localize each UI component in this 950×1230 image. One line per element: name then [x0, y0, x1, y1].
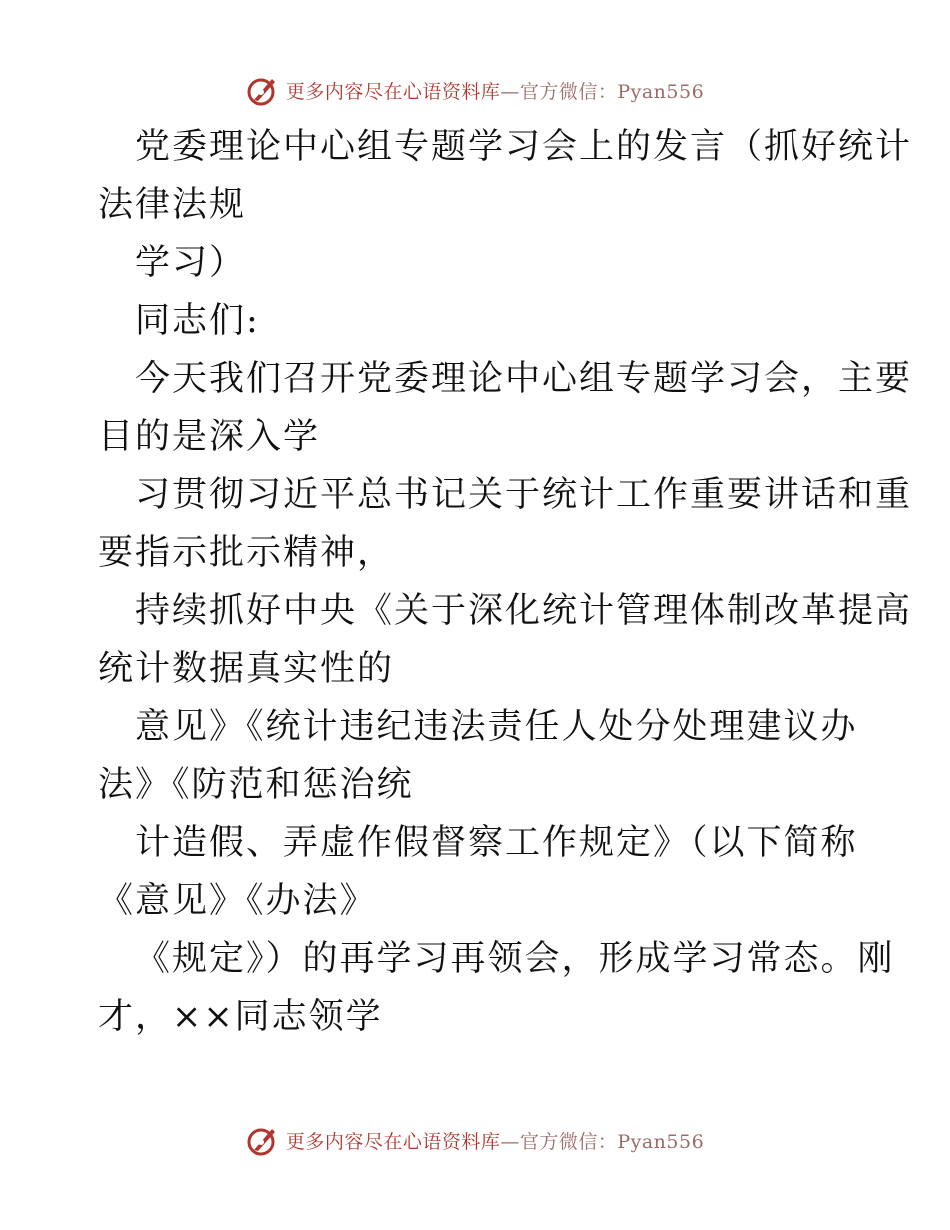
- paragraph-line: 持续抓好中央《关于深化统计管理体制改革提高: [135, 591, 913, 631]
- banner-contact: 官方微信：Pyan556: [519, 1130, 705, 1153]
- paragraph-body: [98, 814, 858, 930]
- paragraph-title: [98, 118, 913, 234]
- paragraph-line: 今天我们召开党委理论中心组专题学习会，主要: [135, 359, 913, 399]
- paragraph-line: 习贯彻习近平总书记关于统计工作重要讲话和重: [135, 475, 913, 515]
- paragraph-line: 同志们:: [135, 301, 260, 341]
- paragraph-body: [98, 698, 858, 814]
- paragraph-body: [98, 466, 913, 582]
- quill-logo-icon: [246, 1123, 280, 1157]
- paragraph-salutation: [98, 292, 858, 350]
- paragraph-line: 法》《防范和惩治统: [98, 765, 414, 805]
- banner-separator: —: [500, 1130, 520, 1153]
- quill-logo-icon: [246, 73, 280, 107]
- paragraph-line: 意见》《统计违纪违法责任人处分处理建议办: [135, 707, 858, 747]
- paragraph-line: 《规定》）的再学习再领会，形成学习常态。刚: [135, 939, 895, 979]
- banner-separator: —: [500, 80, 520, 103]
- paragraph-line: 学习）: [135, 243, 247, 283]
- paragraph-line: 才，××同志领学: [98, 997, 383, 1037]
- paragraph-title-cont: [98, 234, 858, 292]
- paragraph-line: 统计数据真实性的: [98, 649, 395, 689]
- paragraph-line: 目的是深入学: [98, 417, 321, 457]
- paragraph-body: [98, 582, 913, 698]
- paragraph-line: 要指示批示精神，: [98, 533, 395, 573]
- paragraph-line: 党委理论中心组专题学习会上的发言（抓好统计: [135, 127, 913, 167]
- banner-brand: 更多内容尽在心语资料库: [285, 80, 501, 103]
- paragraph-body: [98, 930, 895, 1046]
- paragraph-line: 《意见》《办法》: [98, 881, 377, 921]
- banner-text: [286, 77, 704, 104]
- footer-watermark-banner: [0, 1120, 950, 1160]
- paragraph-body: [98, 350, 913, 466]
- paragraph-line: 法律法规: [98, 185, 247, 225]
- paragraph-line: 计造假、弄虚作假督察工作规定》（以下简称: [135, 823, 858, 863]
- banner-text: [286, 1127, 704, 1154]
- banner-brand: 更多内容尽在心语资料库: [285, 1130, 501, 1153]
- header-watermark-banner: [0, 70, 950, 110]
- document-body: [98, 118, 913, 1046]
- banner-contact: 官方微信：Pyan556: [519, 80, 705, 103]
